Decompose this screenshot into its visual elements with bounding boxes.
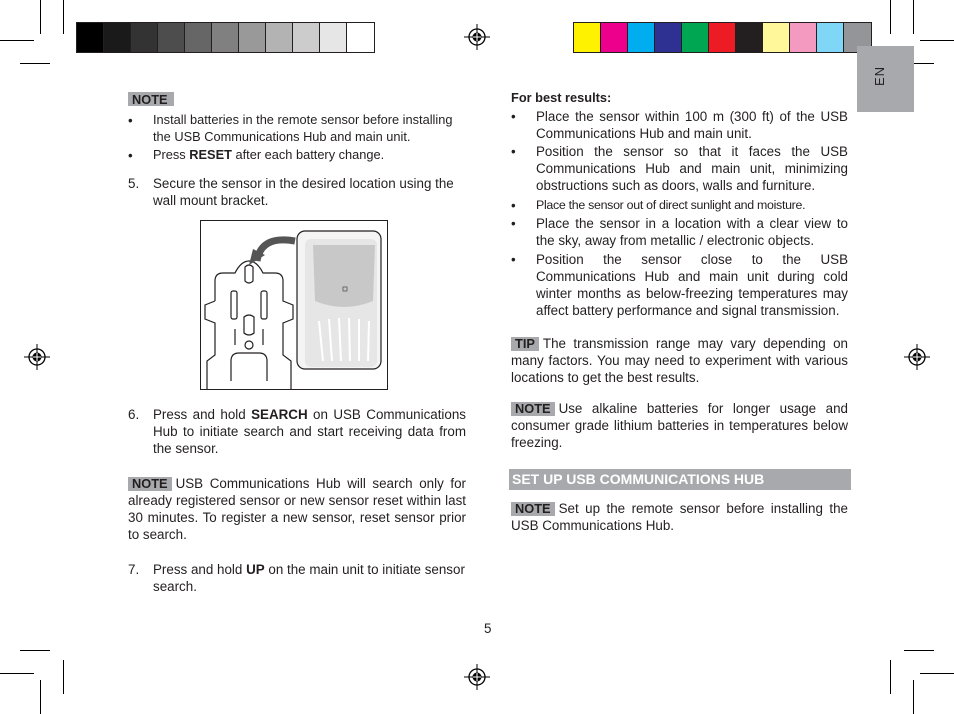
crop-mark	[890, 0, 891, 34]
crop-mark	[904, 650, 934, 651]
process-color-bar	[573, 22, 872, 53]
bullet-char: •	[511, 252, 516, 267]
registration-mark-icon	[464, 24, 490, 50]
grayscale-swatch	[131, 23, 158, 52]
crop-mark	[913, 0, 914, 34]
process-color-swatch	[817, 23, 844, 52]
best-results-bullet-4: Place the sensor in a location with a clear view to the sky, away from metallic / electronic objects.	[536, 216, 848, 248]
bullet-char: •	[511, 109, 516, 124]
note-text: USB Communications Hub will search only for already registered sensor or new sensor reset within last 30 minutes. To register a new sensor, reset sensor prior to search.	[128, 476, 466, 542]
crop-mark	[920, 40, 954, 41]
best-results-bullet-5: Position the sensor close to the USB Communications Hub and main unit during cold winter months as below-freezing temperatures may affect battery performance and signal transmission.	[536, 252, 848, 318]
grayscale-swatch	[239, 23, 266, 52]
crop-mark	[890, 660, 891, 694]
note-bullet-2	[153, 146, 466, 163]
step-number: 6.	[128, 407, 140, 422]
note-bullet-1: Install batteries in the remote sensor before installing the USB Communications Hub and main unit.	[153, 112, 453, 144]
note-text: Set up the remote sensor before installing the USB Communications Hub.	[511, 501, 848, 533]
language-tab-label: EN	[872, 65, 887, 86]
step-6-post: on USB Communications Hub to initiate search and start receiving data from the sensor.	[153, 407, 466, 456]
bullet-char: •	[511, 216, 516, 231]
step-7-text	[153, 561, 466, 595]
up-keyword: UP	[246, 562, 265, 577]
crop-mark	[920, 673, 954, 674]
reset-keyword: RESET	[189, 147, 232, 162]
tip-badge: TIP	[511, 337, 539, 351]
crop-mark	[0, 673, 34, 674]
grayscale-swatch	[185, 23, 212, 52]
registration-mark-icon	[904, 344, 930, 370]
search-keyword: SEARCH	[251, 407, 308, 422]
process-color-swatch	[790, 23, 817, 52]
crop-mark	[20, 650, 50, 651]
process-color-swatch	[628, 23, 655, 52]
bullet-char: •	[511, 198, 516, 213]
note-text: Use alkaline batteries for longer usage and consumer grade lithium batteries in temperatures below freezing.	[511, 401, 848, 450]
grayscale-swatch	[320, 23, 347, 52]
registration-mark-icon	[464, 664, 490, 690]
crop-mark	[0, 40, 34, 41]
note-paragraph	[511, 400, 848, 451]
process-color-swatch	[763, 23, 790, 52]
step-7-post: on the main unit to initiate sensor search.	[153, 562, 465, 594]
bullet-char: •	[128, 113, 133, 128]
crop-mark	[40, 680, 41, 714]
process-color-swatch	[655, 23, 682, 52]
section-heading: SET UP USB COMMUNICATIONS HUB	[509, 469, 851, 490]
note-paragraph	[128, 475, 466, 543]
note-badge: NOTE	[511, 502, 555, 516]
best-results-bullet-1: Place the sensor within 100 m (300 ft) of the USB Communications Hub and main unit.	[536, 109, 848, 141]
step-number: 7.	[128, 562, 140, 577]
grayscale-swatch	[293, 23, 320, 52]
note-bullet-2-pre: Press	[153, 147, 190, 162]
step-5-text: Secure the sensor in the desired location using the wall mount bracket.	[153, 176, 454, 208]
process-color-swatch	[736, 23, 763, 52]
tip-text: The transmission range may vary depending on many factors. You may need to experiment with various locations to get the best results.	[511, 336, 848, 385]
best-results-bullet-2: Position the sensor so that it faces the USB Communications Hub and main unit, minimizing obstructions such as doors, walls and furniture.	[536, 144, 848, 193]
grayscale-swatch	[266, 23, 293, 52]
crop-mark	[63, 660, 64, 694]
step-6-text	[153, 406, 466, 457]
grayscale-swatch	[77, 23, 104, 52]
bullet-char: •	[128, 148, 133, 163]
crop-mark	[63, 0, 64, 34]
wall-mount-illustration	[200, 220, 388, 390]
grayscale-swatch	[212, 23, 239, 52]
grayscale-swatch	[158, 23, 185, 52]
crop-mark	[20, 63, 50, 64]
step-7-pre: Press and hold	[153, 562, 247, 577]
crop-mark	[913, 680, 914, 714]
step-number: 5.	[128, 176, 140, 191]
note-badge-label: NOTE	[132, 92, 168, 107]
note-bullet-2-post: after each battery change.	[231, 147, 385, 162]
process-color-swatch	[709, 23, 736, 52]
step-6-pre: Press and hold	[153, 407, 252, 422]
page-number: 5	[484, 621, 492, 636]
note-badge: NOTE	[128, 477, 172, 491]
note-badge: NOTE	[511, 402, 555, 416]
crop-mark	[40, 0, 41, 34]
best-results-bullet-3: Place the sensor out of direct sunlight and moisture.	[536, 198, 806, 212]
grayscale-swatch	[347, 23, 374, 52]
note-paragraph	[511, 500, 848, 534]
best-results-title: For best results:	[511, 90, 612, 105]
process-color-swatch	[601, 23, 628, 52]
grayscale-swatch	[104, 23, 131, 52]
process-color-swatch	[682, 23, 709, 52]
registration-mark-icon	[24, 344, 50, 370]
tip-paragraph	[511, 335, 848, 386]
process-color-swatch	[574, 23, 601, 52]
grayscale-color-bar	[76, 22, 375, 53]
bullet-char: •	[511, 144, 516, 159]
